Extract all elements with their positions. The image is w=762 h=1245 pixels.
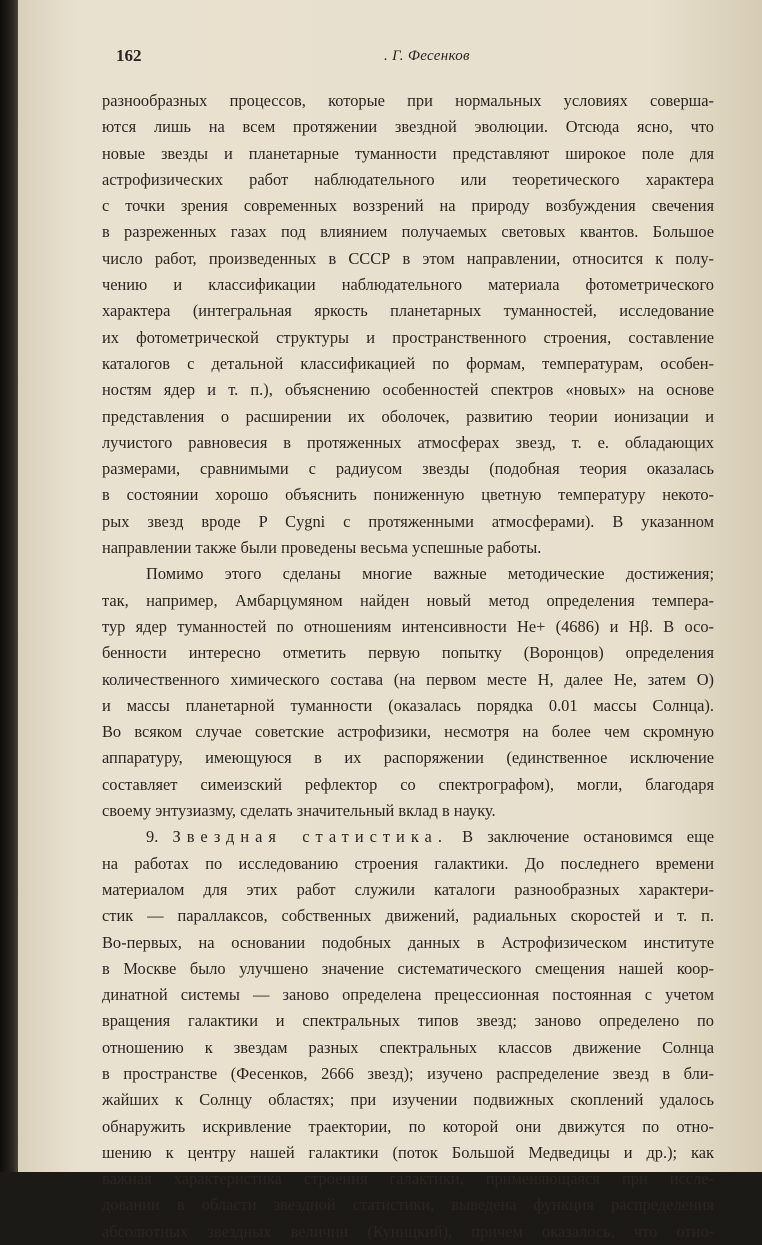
text-line: Во всяком случае советские астрофизики, несмотря на более чем скромную bbox=[102, 722, 714, 742]
text-line: размерами, сравнимыми с радиусом звезды (подобная теория оказалась bbox=[102, 459, 714, 479]
text-line: каталогов с детальной классификацией по формам, температурам, особен- bbox=[102, 353, 714, 373]
text-line: направлении также были проведены весьма успешные работы. bbox=[102, 538, 542, 558]
text-line: динатной системы — заново определена прецессионная постоянная с учетом bbox=[102, 985, 714, 1005]
text-line: с точки зрения современных воззрений на природу возбуждения свечения bbox=[102, 196, 714, 216]
text-line: важная характеристика строения галактики, применяющаяся при иссле- bbox=[102, 1169, 714, 1189]
text-line: количественного химического состава (на первом месте H, далее He, затем O) bbox=[102, 669, 714, 689]
text-line: в пространстве (Фесенков, 2666 звезд); изучено распределение звезд в бли- bbox=[102, 1063, 714, 1083]
running-head: . Г. Фесенков bbox=[384, 48, 470, 64]
section-heading-line bbox=[102, 824, 714, 850]
text-line: обнаружить искривление траектории, по которой они движутся по отно- bbox=[102, 1116, 714, 1136]
text-line: их фотометрической структуры и пространственного строения, составление bbox=[102, 327, 714, 347]
section-title: Звездная статистика. bbox=[172, 827, 448, 847]
text-line: ностям ядер и т. п.), объяснению особенностей спектров «новых» на основе bbox=[102, 380, 714, 400]
text-line: абсолютных звездных величин (Куницкий), причем оказалось, что отно- bbox=[102, 1221, 714, 1241]
text-line: довании в области звездной статистики, выведена функция распределения bbox=[102, 1195, 714, 1215]
text-line: новые звезды и планетарные туманности представляют широкое поле для bbox=[102, 143, 714, 163]
text-line: рых звезд вроде P Cygni с протяженными атмосферами). В указанном bbox=[102, 511, 714, 531]
section-number: 9. bbox=[146, 827, 159, 847]
text-line: бенности интересно отметить первую попытку (Воронцов) определения bbox=[102, 643, 714, 663]
page-header bbox=[116, 46, 726, 72]
text-line: в разреженных газах под влиянием получаемых световых квантов. Большое bbox=[102, 222, 714, 242]
text-line: материалом для этих работ служили каталоги разнообразных характери- bbox=[102, 879, 714, 899]
text-line: вращения галактики и спектральных типов звезд; заново определено по bbox=[102, 1011, 714, 1031]
text-line: шению к центру нашей галактики (поток Большой Медведицы и др.); как bbox=[102, 1142, 714, 1162]
text-line: аппаратуру, имеющуюся в их распоряжении (единственное исключение bbox=[102, 748, 714, 768]
section-line-text: В заключение остановимся еще bbox=[462, 827, 714, 847]
text-line: в Москве было улучшено значение систематического смещения нашей коор- bbox=[102, 958, 714, 978]
text-line: своему энтузиазму, сделать значительный вклад в науку. bbox=[102, 801, 496, 821]
text-line: и массы планетарной туманности (оказалась порядка 0.01 массы Солнца). bbox=[102, 695, 714, 715]
text-line: стик — параллаксов, собственных движений, радиальных скоростей и т. п. bbox=[102, 906, 714, 926]
text-line: астрофизических работ наблюдательного или теоретического характера bbox=[102, 169, 714, 189]
page-number: 162 bbox=[116, 46, 142, 65]
text-line: на работах по исследованию строения галактики. До последнего времени bbox=[102, 853, 714, 873]
text-line: жайших к Солнцу областях; при изучении подвижных скоплений удалось bbox=[102, 1090, 714, 1110]
text-line: разнообразных процессов, которые при нормальных условиях соверша- bbox=[102, 91, 714, 110]
body-text bbox=[102, 88, 714, 1245]
text-line: Во-первых, на основании подобных данных в Астрофизическом институте bbox=[102, 932, 714, 952]
book-spine-shadow bbox=[0, 0, 18, 1172]
text-line: составляет симеизский рефлектор со спектрографом), могли, благодаря bbox=[102, 774, 714, 794]
text-line: тур ядер туманностей по отношениям интенсивности He+ (4686) и Hβ. В осо- bbox=[102, 616, 714, 636]
text-line: отношению к звездам разных спектральных классов движение Солнца bbox=[102, 1037, 714, 1057]
text-line: так, например, Амбарцумяном найден новый метод определения темпера- bbox=[102, 590, 714, 610]
text-line: лучистого равновесия в протяженных атмосферах звезд, т. е. обладающих bbox=[102, 432, 714, 452]
text-line: характера (интегральная яркость планетарных туманностей, исследование bbox=[102, 301, 714, 321]
text-line: чению и классификации наблюдательного материала фотометрического bbox=[102, 275, 714, 295]
text-line: в состоянии хорошо объяснить пониженную цветную температуру некото- bbox=[102, 485, 714, 505]
text-line: число работ, произведенных в СССР в этом направлении, относится к полу- bbox=[102, 248, 714, 268]
paragraph-start: Помимо этого сделаны многие важные методические достижения; bbox=[146, 564, 714, 584]
text-line: ются лишь на всем протяжении звездной эволюции. Отсюда ясно, что bbox=[102, 117, 714, 137]
text-line: представления о расширении их оболочек, развитию теории ионизации и bbox=[102, 406, 714, 426]
